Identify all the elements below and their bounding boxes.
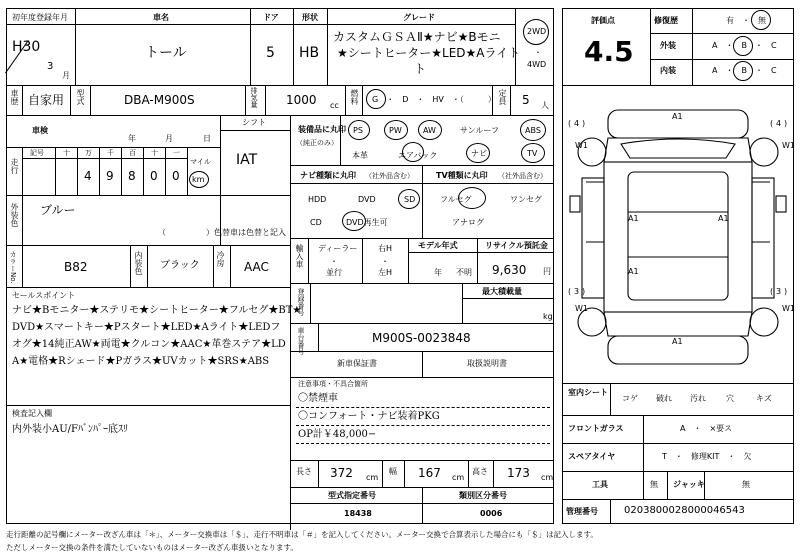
equip-tv: TV <box>527 149 538 158</box>
mileage-label: 走行 <box>10 158 19 174</box>
model-value: DBA-M900S <box>124 93 195 107</box>
class-no-value: 0006 <box>480 509 503 518</box>
notes-label: 注意事項・不具合箇所 <box>298 380 368 388</box>
import-dealer: ディーラー <box>318 244 358 253</box>
warranty-manual: 取扱説明書 <box>467 359 507 368</box>
capacity-unit: 人 <box>541 101 549 110</box>
car-name-label: 車名 <box>153 13 169 22</box>
jack-value: 無 <box>742 480 750 489</box>
width-unit: cm <box>452 473 465 482</box>
airbag-circle <box>402 142 424 162</box>
tv-fullseg: フルセグ <box>440 195 472 204</box>
score-value: 4.5 <box>584 35 634 68</box>
spare-tire-label: スペアタイヤ <box>568 452 616 461</box>
nav-cd: CD <box>310 218 322 227</box>
car-name: トール <box>145 45 187 61</box>
shape-value: HB <box>299 45 320 61</box>
inspection-month-unit: 月 <box>165 134 173 143</box>
seat-stain: 汚れ <box>690 394 706 403</box>
import-rh: 右H <box>378 244 393 253</box>
equip-aw: AW <box>423 126 436 135</box>
recycle-unit: 円 <box>543 267 551 276</box>
warranty-new: 新車保証書 <box>337 359 377 368</box>
displacement-unit: cc <box>330 101 339 110</box>
ext-color-value: ブルー <box>40 203 76 217</box>
repair-none-circle <box>751 10 771 30</box>
seat-tear: 破れ <box>656 394 672 403</box>
length-unit: cm <box>366 473 379 482</box>
seat-scratch: キズ <box>756 394 772 403</box>
color-note: （ ）色替車は色替と記入 <box>158 228 286 237</box>
note-line-1: 〇禁煙車 <box>298 393 338 404</box>
repair-options: 有 ・ 無 <box>726 16 766 25</box>
seat-hole: 穴 <box>726 394 734 403</box>
reg-month-unit: 月 <box>62 71 70 80</box>
color-no-label: カラーNo. <box>9 251 17 284</box>
reg-month: 3 <box>47 61 54 72</box>
recycle-value: 9,630 <box>492 263 527 277</box>
fullseg-circle <box>458 187 486 209</box>
digit-label: 一 <box>173 149 180 157</box>
chassis-label: 車台番号 <box>297 327 305 355</box>
model-label: 型式 <box>76 89 85 105</box>
max-load-unit: kg <box>543 312 553 321</box>
jack-label: ジャッキ <box>673 480 705 489</box>
equipment-sublabel: （純正のみ） <box>296 139 338 147</box>
damage-mark: A1 <box>672 337 683 346</box>
mileage-digit: 0 <box>150 169 158 183</box>
tools-value: 無 <box>650 480 658 489</box>
displacement-value: 1000 <box>286 93 317 107</box>
type-no-value: 18438 <box>344 509 372 518</box>
km-unit: km <box>192 175 205 184</box>
inspection-year-unit: 年 <box>128 134 136 143</box>
history-label: 車歴 <box>10 89 19 105</box>
damage-mark: A1 <box>628 214 639 223</box>
reg-era: H30 <box>12 39 41 55</box>
color-no-value: B82 <box>64 260 88 274</box>
doors-value: 5 <box>266 45 275 61</box>
nav-dvd: DVD <box>358 195 376 204</box>
tv-oneseg: ワンセグ <box>510 195 542 204</box>
interior-label: 内装 <box>660 66 676 75</box>
digit-label: 十 <box>63 149 70 157</box>
tv-type-sub: （社外品含む） <box>498 172 547 180</box>
recycle-label: リサイクル預託金 <box>485 241 548 250</box>
mileage-digit: 0 <box>172 169 180 183</box>
sales-line-1: ナビ★Bモニター★ステリモ★シートヒーター★フルセグ★BT★ <box>12 305 302 316</box>
capacity-value: 5 <box>522 93 530 107</box>
equip-leather: 本革 <box>352 151 368 160</box>
windshield-label: フロントガラス <box>568 424 624 433</box>
int-color-label: 内装色 <box>134 251 143 275</box>
int-color-value: ブラック <box>160 260 200 271</box>
fuel-options: G ・ D ・ HV ・（ ） <box>372 95 496 104</box>
type-no-label: 型式指定番号 <box>328 491 376 500</box>
length-value: 372 <box>330 466 353 480</box>
digit-label: 十 <box>151 149 158 157</box>
damage-mark: A1 <box>718 214 729 223</box>
shift-value: IAT <box>236 152 258 168</box>
damage-mark: W1 <box>575 141 588 150</box>
repair-label: 修復歴 <box>654 16 678 25</box>
interior-options: A ・ B ・ C <box>712 66 777 75</box>
sales-line-3: オグ★14純正AW★両電★クルコン★AAC★革巻ステア★LD <box>12 339 286 350</box>
equip-navi: ナビ <box>471 149 487 158</box>
interior-b-circle <box>733 61 753 81</box>
digit-label: 百 <box>129 149 136 157</box>
interior-seat-label: 室内シート <box>568 388 608 397</box>
ac-label: 冷房 <box>216 251 225 267</box>
nav-dvd-play: DVD再生可 <box>346 218 388 227</box>
mileage-digit: 9 <box>106 169 114 183</box>
equip-sunroof: サンルーフ <box>460 126 499 135</box>
max-load-label: 最大積載量 <box>482 287 522 296</box>
length-label: 長さ <box>296 467 312 476</box>
tools-label: 工具 <box>592 480 608 489</box>
score-label: 評価点 <box>591 16 615 25</box>
shift-label: シフト <box>242 118 266 127</box>
sales-line-4: A★電格★Rシェード★Pガラス★UVカット★SRS★ABS <box>12 356 270 367</box>
ac-value: AAC <box>244 260 269 274</box>
damage-mark: A1 <box>672 112 683 121</box>
exterior-options: A ・ B ・ C <box>712 41 777 50</box>
grade-label: グレード <box>403 13 435 22</box>
windshield-options: A ・ ×要ス <box>680 424 733 433</box>
side-number: 3 <box>574 287 580 296</box>
tv-analog: アナログ <box>452 218 484 227</box>
equip-ps: PS <box>353 126 363 135</box>
height-value: 173 <box>507 466 530 480</box>
height-label: 高さ <box>472 467 488 476</box>
nav-type-label: ナビ種類に丸印 <box>300 171 356 180</box>
side-number: 4 <box>776 119 782 128</box>
import-label: 輸入車 <box>295 244 304 268</box>
equip-pw: PW <box>389 126 402 135</box>
displacement-label: 排気量 <box>250 87 258 108</box>
footer-line-1: 走行距離の記号欄にメーター改ざん車は「＊」、メーター交換車は「＄」、走行不明車は「＃」を記入してください。メーター交換で合算表示した場合にも「＄」は記入します。 <box>6 530 598 539</box>
inspection-label: 車検 <box>32 126 48 135</box>
model-year-unknown: 不明 <box>456 268 472 277</box>
damage-mark: W1 <box>782 141 795 150</box>
note-line-2: 〇コンフォート・ナビ装着PKG <box>298 411 440 422</box>
mileage-digit: 8 <box>128 169 136 183</box>
drive-4wd: 4WD <box>527 60 547 69</box>
side-number: 4 <box>574 119 580 128</box>
mgmt-no-value: 020380002800004654​3 <box>624 505 745 516</box>
digit-label: 千 <box>107 149 114 157</box>
height-unit: cm <box>541 473 554 482</box>
side-number: 3 <box>776 287 782 296</box>
equip-abs: ABS <box>525 126 541 135</box>
model-year-unit: 年 <box>434 268 442 277</box>
mile-unit: マイル <box>190 158 211 166</box>
inspector-label: 検査記入欄 <box>12 409 52 418</box>
damage-mark: A1 <box>628 267 639 276</box>
dvd-play-circle <box>342 211 366 231</box>
damage-mark: W1 <box>575 304 588 313</box>
exterior-b-circle <box>733 36 753 56</box>
capacity-label: 定員 <box>498 89 507 105</box>
class-no-label: 類別区分番号 <box>459 491 507 500</box>
doors-label: ドア <box>263 13 279 22</box>
grade-line-2: ★シートヒーター★LED★Aライト <box>337 46 521 60</box>
nav-hdd: HDD <box>308 195 327 204</box>
chassis-value: M900S-0023848 <box>372 331 471 345</box>
width-value: 167 <box>418 466 441 480</box>
model-year-label: モデル年式 <box>418 241 458 250</box>
inspector-line: 内外装小AU/Fﾊﾞﾝﾊﾟｰ底ｽﾘ <box>12 424 128 435</box>
grade-line-1: カスタムＧＳＡⅡ★ナビ★Bモニ <box>333 30 501 44</box>
shape-label: 形状 <box>302 13 318 22</box>
mileage-digit: 4 <box>84 169 92 183</box>
width-label: 幅 <box>389 467 397 476</box>
import-lh: 左H <box>378 268 393 277</box>
nav-sd: SD <box>404 195 416 204</box>
exterior-label: 外装 <box>660 41 676 50</box>
ext-color-label: 外装色 <box>10 203 19 227</box>
nav-type-sub: （社外品含む） <box>365 172 414 180</box>
damage-mark: W1 <box>782 304 795 313</box>
reg-no-label: 登録番号 <box>297 288 305 316</box>
mgmt-no-label: 管理番号 <box>566 507 598 516</box>
seat-burn: コゲ <box>622 394 638 403</box>
inspection-day-unit: 日 <box>203 134 211 143</box>
sales-points-label: セールスポイント <box>12 291 76 300</box>
reg-date-label: 初年度登録年月 <box>12 13 68 22</box>
mileage-code-label: 記号 <box>30 149 44 157</box>
drive-2wd: 2WD <box>527 27 547 36</box>
auction-sheet: 初年度登録年月 H30 3 月 車名 トール ドア 5 形状 HB グレード カスタムＧＳＡⅡ★ナビ★Bモニ ★シートヒーター★LED★Aライト ト 2WD ・ 4WD 車歴 自家用 型式 DBA-M900S 排気量 1000 cc 燃料 G ・ D ・ HV ・（ ） 定員 5 人 車検 年 月 日 シフト IAT 走行 記号 十 万 千 百 十 一 4 9 8 0 0 マイル km 外装色 ブルー （ ）色替車は色替と記入 カラーNo. B82 内装色 ブラック 冷房 AAC セールスポイント ナビ★Bモニター★ステリモ★シートヒーター★フルセグ★BT★ DVD★スマートキー★Pスタート★LED★Aライト★LEDフ オグ★14純正AW★両電★クルコン★AAC★革巻ステア★LD A★電格★Rシェード★Pガラス★UVカット★SRS★ABS 検査記入欄 内外装小AU/Fﾊﾞﾝﾊﾟｰ底ｽﾘ 装備品に丸印 （純正のみ） PS PW AW サンルーフ ABS 本革 エアバック ナビ TV ナビ種類に丸印 （社外品含む） TV種類に丸印 （社外品含む） HDD DVD SD CD DVD再生可 フルセグ ワンセグ アナログ 輸入車 ディーラー ・ 並行 右H ・ 左H モデル年式 年 不明 リサイクル預託金 9,630 円 登録番号 最大積載量 kg 車台番号 M900S-0023848 新車保証書 取扱説明書 注意事項・不具合箇所 〇禁煙車 〇コンフォート・ナビ装着PKG OP計￥48,000− 長さ 372 cm 幅 167 cm 高さ 173 cm 型式指定番号 18438 類別区分番号 0006 評価点 4.5 修復歴 有 ・ 無 外装 A ・ B ・ C 内装 A ・ B ・ C ( 4 ) ( 4 ) ( 3 ) ( 3 ) A1 A1 A1 A1 A1 W1 W1 W1 W1 室内シート コゲ 破れ 汚れ 穴 キズ フロントガラス A ・ ×要ス スペアタイヤ T ・ 修理KIT ・ 欠 工具 無 ジャッキ 無 管理番号 020380002800004654​3 走行距離の記号欄にメーター改ざん車は「＊」、メーター交換車は「＄」、走行不明車は「＃」を記入してください。メーター交換で合算表示した場合にも「＄」は記入します。 ただしメーター交換の条件を満たしていないものはメーター改ざん車扱いとなります。 <box>0 0 800 557</box>
tv-type-label: TV種類に丸印 <box>436 171 488 180</box>
sales-line-2: DVD★スマートキー★Pスタート★LED★Aライト★LEDフ <box>12 322 281 333</box>
import-parallel: 並行 <box>326 268 342 277</box>
note-line-3: OP計￥48,000− <box>298 429 377 440</box>
use-value: 自家用 <box>28 93 65 107</box>
spare-tire-options: T ・ 修理KIT ・ 欠 <box>662 452 752 461</box>
digit-label: 万 <box>85 149 92 157</box>
footer-line-2: ただしメーター交換の条件を満たしていないものはメーター改ざん車扱いとなります。 <box>6 543 298 552</box>
equipment-label: 装備品に丸印 <box>298 125 346 134</box>
fuel-label: 燃料 <box>350 89 359 105</box>
equip-airbag: エアバック <box>398 151 438 160</box>
